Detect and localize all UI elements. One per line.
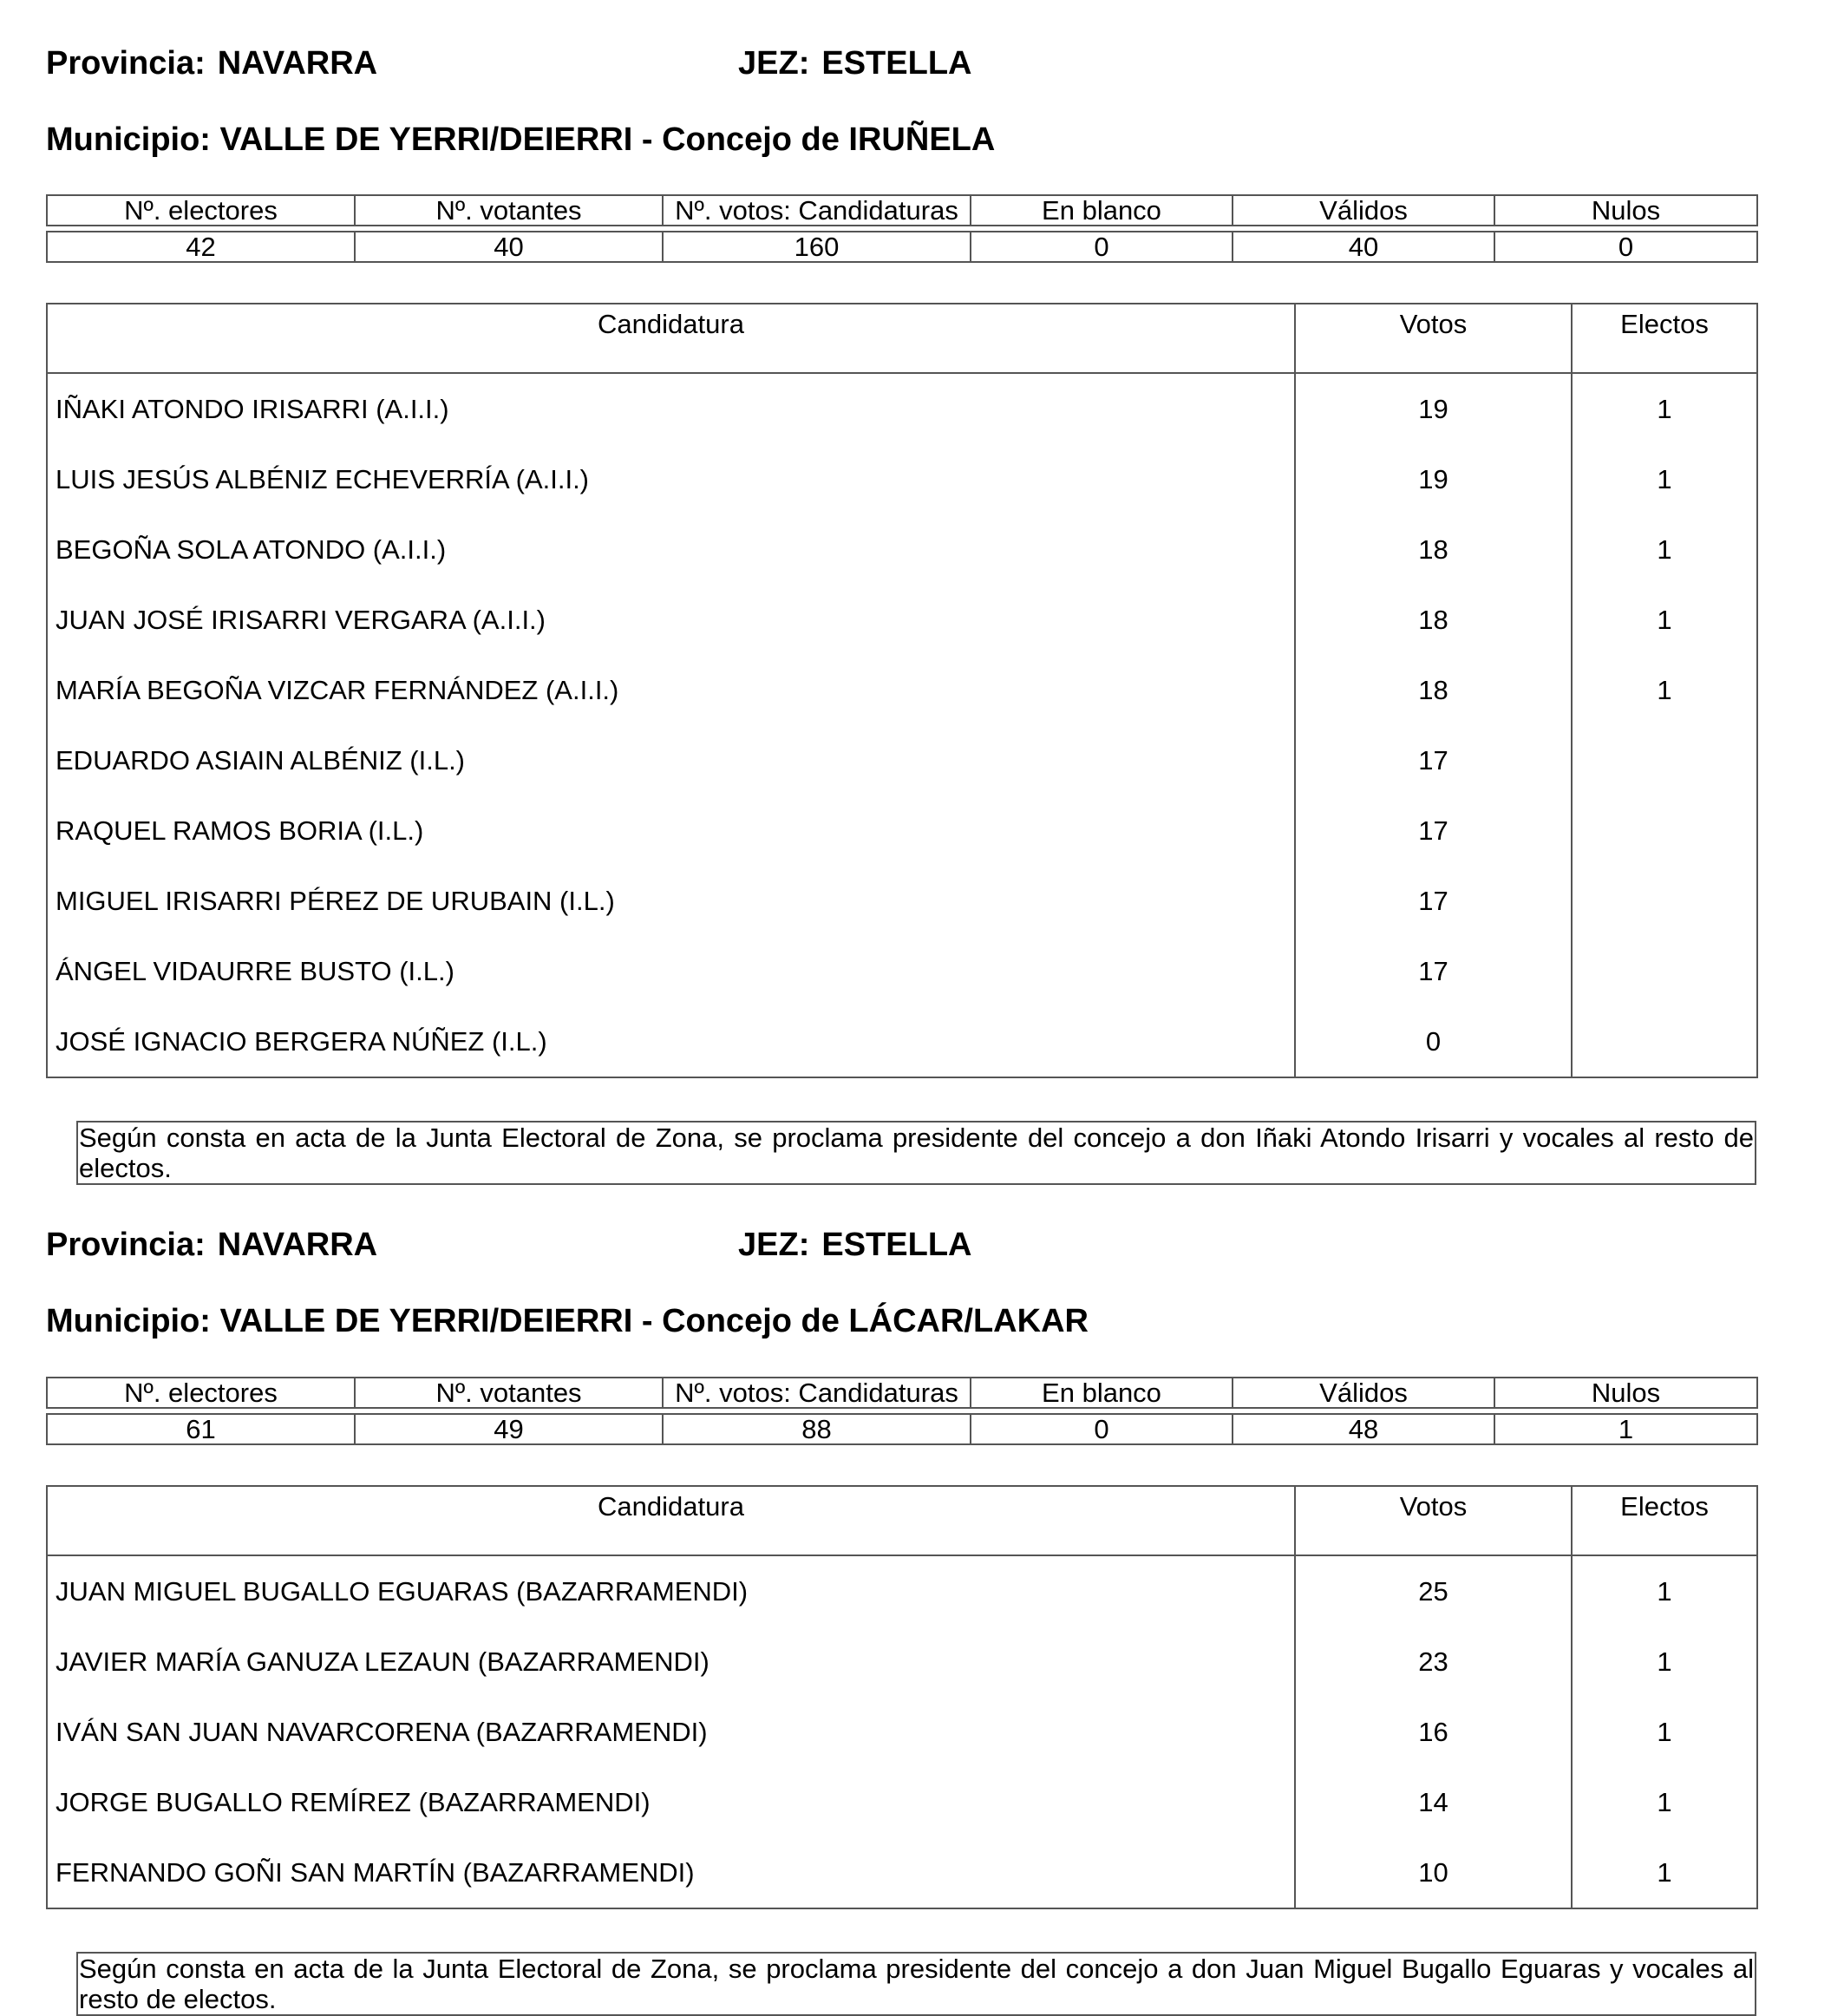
provincia-line xyxy=(46,1227,377,1264)
table-row xyxy=(47,725,1757,795)
stats-value: 40 xyxy=(355,232,663,262)
table-row xyxy=(47,866,1757,936)
candidate-votes: 0 xyxy=(1295,1006,1572,1077)
candidate-electos: 1 xyxy=(1572,514,1757,585)
candidatura-header: Candidatura xyxy=(47,1486,1295,1555)
stats-table xyxy=(46,1377,1758,1445)
table-row xyxy=(47,655,1757,725)
candidate-votes: 17 xyxy=(1295,725,1572,795)
candidate-name: ÁNGEL VIDAURRE BUSTO (I.L.) xyxy=(47,936,1295,1006)
stats-header: Nº. votos: Candidaturas xyxy=(663,1378,971,1408)
candidate-name: JORGE BUGALLO REMÍREZ (BAZARRAMENDI) xyxy=(47,1767,1295,1837)
candidate-votes: 14 xyxy=(1295,1767,1572,1837)
stats-header: Nº. votantes xyxy=(355,195,663,226)
table-row xyxy=(47,444,1757,514)
stats-header: Nulos xyxy=(1494,195,1757,226)
candidate-electos: 1 xyxy=(1572,1767,1757,1837)
candidate-electos: 1 xyxy=(1572,1627,1757,1697)
stats-value: 42 xyxy=(47,232,355,262)
candidate-name: MIGUEL IRISARRI PÉREZ DE URUBAIN (I.L.) xyxy=(47,866,1295,936)
candidate-votes: 19 xyxy=(1295,444,1572,514)
candidate-name: IÑAKI ATONDO IRISARRI (A.I.I.) xyxy=(47,373,1295,444)
candidate-name: RAQUEL RAMOS BORIA (I.L.) xyxy=(47,795,1295,866)
proclamation-note: Según consta en acta de la Junta Electoral de Zona, se proclama presidente del concejo a don Iñaki Atondo Irisarri y vocales al resto de electos. xyxy=(76,1121,1756,1185)
table-row xyxy=(47,1555,1757,1627)
stats-value: 88 xyxy=(663,1414,971,1444)
stats-value: 0 xyxy=(1494,232,1757,262)
candidate-electos: 1 xyxy=(1572,1837,1757,1908)
municipio-title: Municipio: VALLE DE YERRI/DEIERRI - Concejo de LÁCAR/LAKAR xyxy=(46,1303,1089,1339)
candidatura-header: Candidatura xyxy=(47,304,1295,373)
table-row xyxy=(47,1697,1757,1767)
candidate-electos xyxy=(1572,1006,1757,1077)
candidate-votes: 18 xyxy=(1295,585,1572,655)
stats-header: En blanco xyxy=(971,1378,1233,1408)
stats-value-row xyxy=(47,1414,1757,1444)
stats-value: 40 xyxy=(1233,232,1494,262)
proclamation-note: Según consta en acta de la Junta Electoral de Zona, se proclama presidente del concejo a don Juan Miguel Bugallo Eguaras y vocales al resto de electos. xyxy=(76,1952,1756,2016)
electos-header: Electos xyxy=(1572,1486,1757,1555)
stats-header: Válidos xyxy=(1233,195,1494,226)
jez-value: ESTELLA xyxy=(821,45,972,82)
stats-value: 160 xyxy=(663,232,971,262)
candidate-electos: 1 xyxy=(1572,444,1757,514)
candidate-name: JUAN JOSÉ IRISARRI VERGARA (A.I.I.) xyxy=(47,585,1295,655)
table-row xyxy=(47,1767,1757,1837)
candidate-name: MARÍA BEGOÑA VIZCAR FERNÁNDEZ (A.I.I.) xyxy=(47,655,1295,725)
candidate-name: FERNANDO GOÑI SAN MARTÍN (BAZARRAMENDI) xyxy=(47,1837,1295,1908)
municipio-title: Municipio: VALLE DE YERRI/DEIERRI - Concejo de IRUÑELA xyxy=(46,121,996,158)
jez-line xyxy=(738,1227,971,1264)
table-row xyxy=(47,936,1757,1006)
provincia-value: NAVARRA xyxy=(217,1227,378,1263)
stats-value: 1 xyxy=(1494,1414,1757,1444)
candidate-votes: 17 xyxy=(1295,936,1572,1006)
candidates-header-row xyxy=(47,304,1757,373)
stats-value: 49 xyxy=(355,1414,663,1444)
candidates-table xyxy=(46,1485,1758,1909)
stats-value: 0 xyxy=(971,232,1233,262)
candidate-electos xyxy=(1572,795,1757,866)
stats-table xyxy=(46,194,1758,263)
table-row xyxy=(47,1837,1757,1908)
candidate-votes: 17 xyxy=(1295,795,1572,866)
stats-header: Nº. votos: Candidaturas xyxy=(663,195,971,226)
stats-value: 61 xyxy=(47,1414,355,1444)
votos-header: Votos xyxy=(1295,1486,1572,1555)
stats-header: Nulos xyxy=(1494,1378,1757,1408)
candidate-votes: 18 xyxy=(1295,655,1572,725)
stats-header: Válidos xyxy=(1233,1378,1494,1408)
provincia-line xyxy=(46,45,377,82)
jez-label: JEZ: xyxy=(738,45,810,82)
table-row xyxy=(47,1627,1757,1697)
table-row xyxy=(47,795,1757,866)
candidate-votes: 25 xyxy=(1295,1555,1572,1627)
electos-header: Electos xyxy=(1572,304,1757,373)
candidate-name: JAVIER MARÍA GANUZA LEZAUN (BAZARRAMENDI) xyxy=(47,1627,1295,1697)
stats-header-row xyxy=(47,195,1757,226)
jez-label: JEZ: xyxy=(738,1227,810,1263)
stats-header: Nº. votantes xyxy=(355,1378,663,1408)
candidate-votes: 23 xyxy=(1295,1627,1572,1697)
candidate-electos: 1 xyxy=(1572,585,1757,655)
candidate-name: LUIS JESÚS ALBÉNIZ ECHEVERRÍA (A.I.I.) xyxy=(47,444,1295,514)
jez-value: ESTELLA xyxy=(821,1227,972,1263)
stats-value: 0 xyxy=(971,1414,1233,1444)
stats-value-row xyxy=(47,232,1757,262)
candidate-name: JOSÉ IGNACIO BERGERA NÚÑEZ (I.L.) xyxy=(47,1006,1295,1077)
candidate-votes: 18 xyxy=(1295,514,1572,585)
candidate-name: BEGOÑA SOLA ATONDO (A.I.I.) xyxy=(47,514,1295,585)
candidate-votes: 16 xyxy=(1295,1697,1572,1767)
candidate-electos: 1 xyxy=(1572,1697,1757,1767)
candidate-electos xyxy=(1572,936,1757,1006)
candidate-votes: 19 xyxy=(1295,373,1572,444)
stats-header: En blanco xyxy=(971,195,1233,226)
stats-value: 48 xyxy=(1233,1414,1494,1444)
votos-header: Votos xyxy=(1295,304,1572,373)
candidate-votes: 17 xyxy=(1295,866,1572,936)
provincia-value: NAVARRA xyxy=(217,45,378,82)
candidate-electos: 1 xyxy=(1572,373,1757,444)
candidate-name: IVÁN SAN JUAN NAVARCORENA (BAZARRAMENDI) xyxy=(47,1697,1295,1767)
provincia-label: Provincia: xyxy=(46,45,206,82)
table-row xyxy=(47,514,1757,585)
table-row xyxy=(47,585,1757,655)
candidates-table xyxy=(46,303,1758,1078)
provincia-label: Provincia: xyxy=(46,1227,206,1263)
table-row xyxy=(47,1006,1757,1077)
jez-line xyxy=(738,45,971,82)
candidate-electos xyxy=(1572,866,1757,936)
candidate-name: EDUARDO ASIAIN ALBÉNIZ (I.L.) xyxy=(47,725,1295,795)
candidate-votes: 10 xyxy=(1295,1837,1572,1908)
candidate-electos: 1 xyxy=(1572,655,1757,725)
table-row xyxy=(47,373,1757,444)
candidate-name: JUAN MIGUEL BUGALLO EGUARAS (BAZARRAMENDI) xyxy=(47,1555,1295,1627)
stats-header: Nº. electores xyxy=(47,195,355,226)
candidates-header-row xyxy=(47,1486,1757,1555)
stats-header-row xyxy=(47,1378,1757,1408)
candidate-electos xyxy=(1572,725,1757,795)
candidate-electos: 1 xyxy=(1572,1555,1757,1627)
stats-header: Nº. electores xyxy=(47,1378,355,1408)
